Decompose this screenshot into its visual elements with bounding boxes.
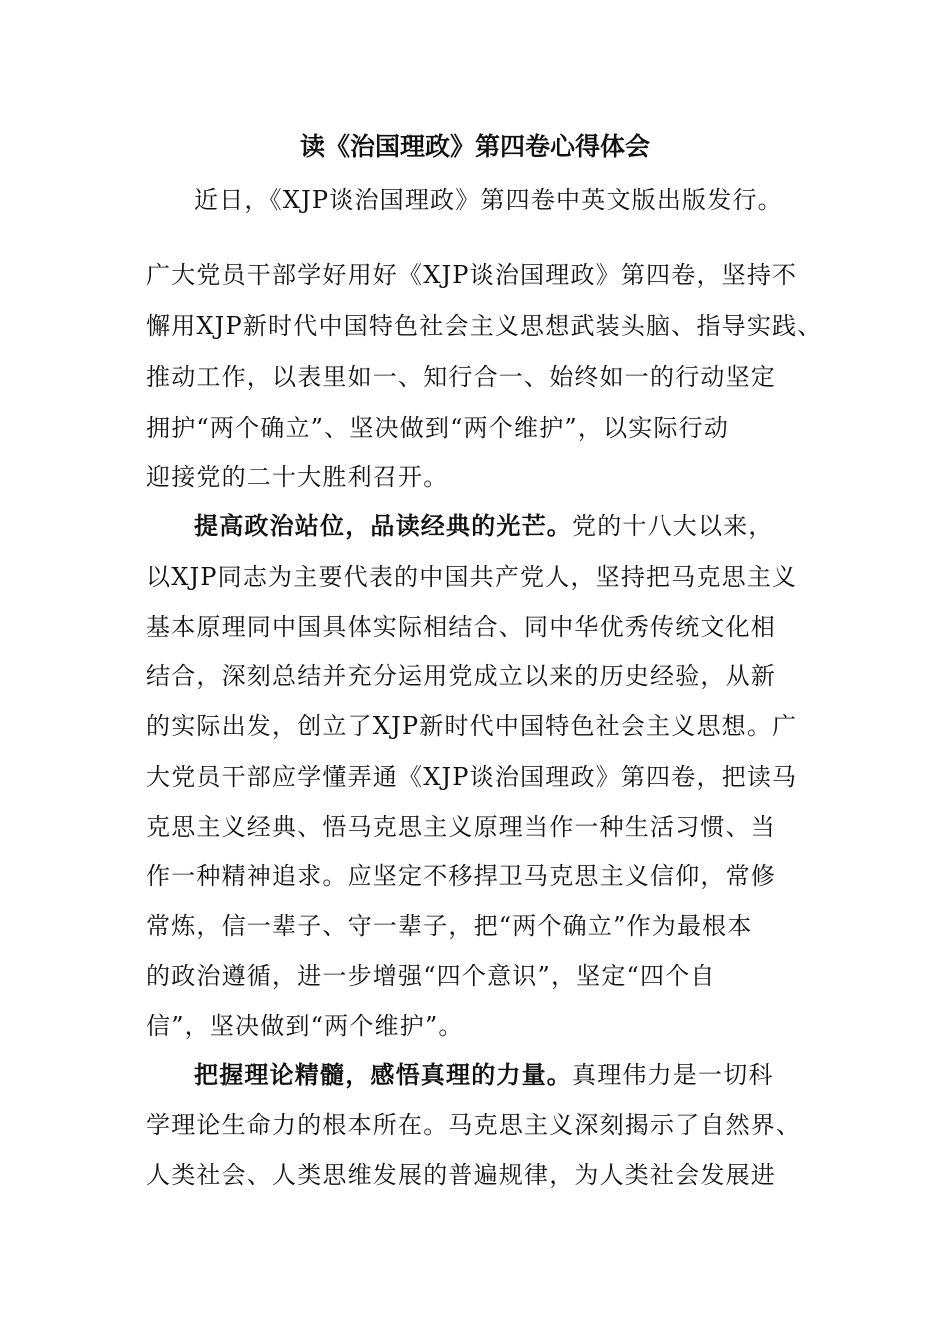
text-line: 广大党员干部学好用好《XJP谈治国理政》第四卷，坚持不 <box>146 261 798 289</box>
text-line: 拥护“两个确立”、坚决做到“两个维护”，以实际行动 <box>146 414 730 442</box>
text-line: 基本原理同中国具体实际相结合、同中华优秀传统文化相 <box>146 613 776 641</box>
text-line: 作一种精神追求。应坚定不移捍卫马克思主义信仰，常修 <box>146 862 776 890</box>
section-heading: 提高政治站位，品读经典的光芒。 <box>194 512 572 540</box>
text-line: 懈用XJP新时代中国特色社会主义思想武装头脑、指导实践、 <box>146 312 823 340</box>
text-line: 克思主义经典、悟马克思主义原理当作一种生活习惯、当 <box>146 813 776 841</box>
text-line: 人类社会、人类思维发展的普遍规律，为人类社会发展进 <box>146 1161 776 1189</box>
text-line: 以XJP同志为主要代表的中国共产党人，坚持把马克思主义 <box>146 563 798 591</box>
text-line: 常炼，信一辈子、守一辈子，把“两个确立”作为最根本 <box>146 912 753 940</box>
text-line: 的政治遵循，进一步增强“四个意识”，坚定“四个自 <box>146 962 716 990</box>
document-title: 读《治国理政》第四卷心得体会 <box>299 132 650 161</box>
text-line: 信”，坚决做到“两个维护”。 <box>146 1012 464 1040</box>
text-line: 迎接党的二十大胜利召开。 <box>146 463 449 491</box>
section-heading: 把握理论精髓，感悟真理的力量。 <box>194 1061 572 1089</box>
text-line: 近日，《XJP谈治国理政》第四卷中英文版出版发行。 <box>194 186 783 214</box>
section-lead-line: 提高政治站位，品读经典的光芒。党的十八大以来， <box>194 512 774 540</box>
text-line: 学理论生命力的根本所在。马克思主义深刻揭示了自然界、 <box>146 1111 802 1139</box>
text-line: 大党员干部应学懂弄通《XJP谈治国理政》第四卷，把读马 <box>146 763 798 791</box>
text-line: 推动工作，以表里如一、知行合一、始终如一的行动坚定 <box>146 363 776 391</box>
text-line: 结合，深刻总结并充分运用党成立以来的历史经验，从新 <box>146 662 776 690</box>
text-line: 的实际出发，创立了XJP新时代中国特色社会主义思想。广 <box>146 712 798 740</box>
section-lead-line: 把握理论精髓，感悟真理的力量。真理伟力是一切科 <box>194 1061 774 1089</box>
